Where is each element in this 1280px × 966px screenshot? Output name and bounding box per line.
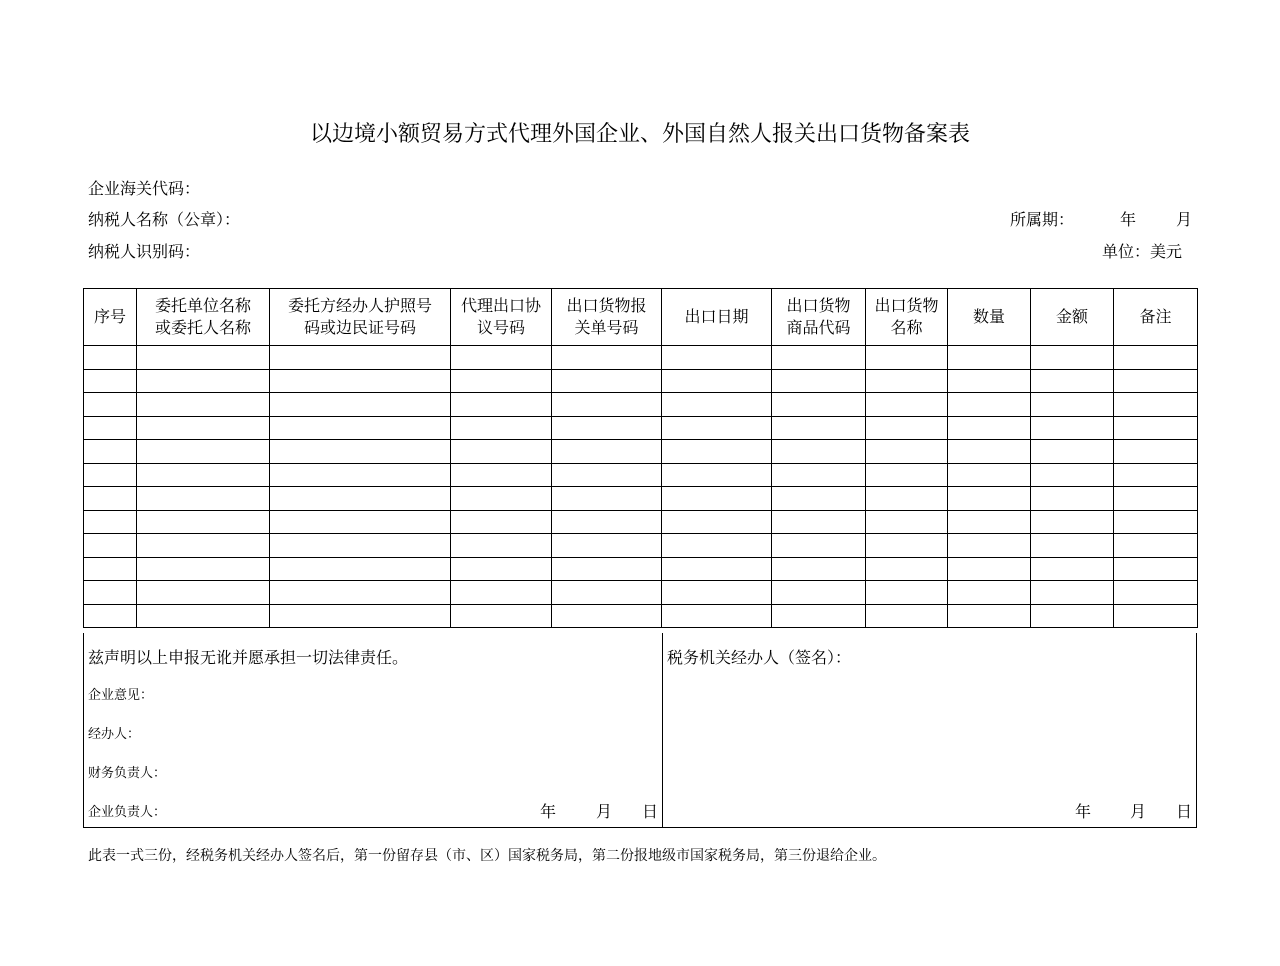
enterprise-opinion-label: 企业意见： <box>88 688 154 703</box>
footer-note: 此表一式三份，经税务机关经办人签名后，第一份留存县（市、区）国家税务局，第二份报地级市国家税务局，第三份退给企业。 <box>88 848 886 864</box>
table-cell[interactable] <box>866 369 948 393</box>
table-cell[interactable] <box>137 346 270 370</box>
table-cell[interactable] <box>948 346 1031 370</box>
taxpayer-id-label: 纳税人识别码： <box>88 242 201 261</box>
table-row <box>84 581 1198 605</box>
table-cell[interactable] <box>1114 510 1198 534</box>
table-row <box>84 604 1198 628</box>
table-cell[interactable] <box>948 416 1031 440</box>
table-cell[interactable] <box>1114 581 1198 605</box>
table-cell[interactable] <box>772 510 866 534</box>
table-cell[interactable] <box>662 463 772 487</box>
table-cell[interactable] <box>1114 463 1198 487</box>
table-cell[interactable] <box>270 416 451 440</box>
table-cell[interactable] <box>662 393 772 417</box>
col-header-export-date: 出口日期 <box>662 289 772 346</box>
table-cell[interactable] <box>552 557 662 581</box>
table-cell[interactable] <box>84 416 137 440</box>
col-header-quantity: 数量 <box>948 289 1031 346</box>
table-row <box>84 369 1198 393</box>
table-cell[interactable] <box>866 581 948 605</box>
table-cell[interactable] <box>451 604 552 628</box>
table-cell[interactable] <box>84 487 137 511</box>
table-cell[interactable] <box>552 581 662 605</box>
tax-office-year: 年 <box>1075 802 1092 821</box>
table-row <box>84 510 1198 534</box>
table-cell[interactable] <box>451 581 552 605</box>
col-header-amount: 金额 <box>1031 289 1114 346</box>
table-cell[interactable] <box>948 604 1031 628</box>
filing-table <box>83 288 1198 628</box>
table-cell[interactable] <box>137 534 270 558</box>
table-cell[interactable] <box>948 463 1031 487</box>
table-cell[interactable] <box>1114 604 1198 628</box>
table-cell[interactable] <box>662 346 772 370</box>
table-cell[interactable] <box>662 557 772 581</box>
tax-office-handler-label: 税务机关经办人（签名）： <box>667 648 852 667</box>
table-cell[interactable] <box>451 346 552 370</box>
table-cell[interactable] <box>772 534 866 558</box>
table-cell[interactable] <box>84 440 137 464</box>
table-cell[interactable] <box>1114 534 1198 558</box>
table-cell[interactable] <box>866 416 948 440</box>
table-cell[interactable] <box>137 393 270 417</box>
table-cell[interactable] <box>451 557 552 581</box>
period-year: 年 <box>1120 210 1137 229</box>
table-cell[interactable] <box>270 346 451 370</box>
tax-office-day: 日 <box>1176 802 1193 821</box>
table-cell[interactable] <box>552 510 662 534</box>
table-cell[interactable] <box>948 510 1031 534</box>
table-cell[interactable] <box>948 393 1031 417</box>
table-cell[interactable] <box>866 346 948 370</box>
table-cell[interactable] <box>1114 369 1198 393</box>
table-cell[interactable] <box>451 510 552 534</box>
table-cell[interactable] <box>1031 581 1114 605</box>
table-cell[interactable] <box>270 510 451 534</box>
col-header-goods-name: 出口货物 名称 <box>866 289 948 346</box>
table-cell[interactable] <box>84 557 137 581</box>
table-cell[interactable] <box>1031 534 1114 558</box>
table-cell[interactable] <box>772 393 866 417</box>
table-row <box>84 534 1198 558</box>
table-cell[interactable] <box>866 463 948 487</box>
table-cell[interactable] <box>1114 487 1198 511</box>
table-cell[interactable] <box>137 581 270 605</box>
col-header-passport: 委托方经办人护照号 码或边民证号码 <box>270 289 451 346</box>
table-cell[interactable] <box>552 604 662 628</box>
table-cell[interactable] <box>270 557 451 581</box>
table-cell[interactable] <box>270 581 451 605</box>
table-cell[interactable] <box>137 416 270 440</box>
table-cell[interactable] <box>1031 463 1114 487</box>
signature-section <box>83 633 1197 828</box>
table-cell[interactable] <box>270 369 451 393</box>
table-cell[interactable] <box>866 487 948 511</box>
table-cell[interactable] <box>1031 416 1114 440</box>
table-cell[interactable] <box>866 510 948 534</box>
table-cell[interactable] <box>772 346 866 370</box>
table-cell[interactable] <box>1114 416 1198 440</box>
table-cell[interactable] <box>772 463 866 487</box>
table-cell[interactable] <box>84 463 137 487</box>
declaration-statement: 兹声明以上申报无讹并愿承担一切法律责任。 <box>88 648 409 667</box>
table-cell[interactable] <box>451 463 552 487</box>
table-cell[interactable] <box>1031 369 1114 393</box>
table-cell[interactable] <box>137 369 270 393</box>
table-cell[interactable] <box>662 487 772 511</box>
table-cell[interactable] <box>1031 487 1114 511</box>
table-cell[interactable] <box>662 510 772 534</box>
table-cell[interactable] <box>270 440 451 464</box>
table-cell[interactable] <box>552 393 662 417</box>
table-cell[interactable] <box>866 440 948 464</box>
table-row <box>84 463 1198 487</box>
table-cell[interactable] <box>552 369 662 393</box>
period-month: 月 <box>1176 210 1193 229</box>
table-cell[interactable] <box>552 534 662 558</box>
table-cell[interactable] <box>137 487 270 511</box>
table-cell[interactable] <box>137 557 270 581</box>
finance-head-label: 财务负责人： <box>88 766 167 781</box>
table-cell[interactable] <box>1114 440 1198 464</box>
table-cell[interactable] <box>1031 440 1114 464</box>
table-cell[interactable] <box>772 416 866 440</box>
table-cell[interactable] <box>137 463 270 487</box>
table-cell[interactable] <box>662 369 772 393</box>
table-cell[interactable] <box>1031 510 1114 534</box>
enterprise-head-label: 企业负责人： <box>88 805 167 820</box>
taxpayer-name-label: 纳税人名称（公章）： <box>88 210 241 229</box>
table-cell[interactable] <box>137 440 270 464</box>
declaration-month: 月 <box>596 802 613 821</box>
table-cell[interactable] <box>662 604 772 628</box>
table-row <box>84 440 1198 464</box>
table-cell[interactable] <box>948 440 1031 464</box>
table-cell[interactable] <box>270 463 451 487</box>
table-cell[interactable] <box>451 487 552 511</box>
table-cell[interactable] <box>84 510 137 534</box>
table-cell[interactable] <box>662 440 772 464</box>
table-cell[interactable] <box>270 604 451 628</box>
table-cell[interactable] <box>948 487 1031 511</box>
table-cell[interactable] <box>137 510 270 534</box>
tax-office-month: 月 <box>1130 802 1147 821</box>
table-cell[interactable] <box>84 393 137 417</box>
table-cell[interactable] <box>451 369 552 393</box>
table-cell[interactable] <box>948 369 1031 393</box>
table-cell[interactable] <box>552 346 662 370</box>
table-cell[interactable] <box>948 581 1031 605</box>
unit-label: 单位：美元 <box>1102 242 1183 261</box>
col-header-declaration-no: 出口货物报 关单号码 <box>552 289 662 346</box>
table-cell[interactable] <box>451 416 552 440</box>
table-cell[interactable] <box>270 393 451 417</box>
table-row <box>84 393 1198 417</box>
table-cell[interactable] <box>772 557 866 581</box>
table-cell[interactable] <box>552 440 662 464</box>
table-cell[interactable] <box>137 604 270 628</box>
table-cell[interactable] <box>772 487 866 511</box>
table-cell[interactable] <box>451 440 552 464</box>
table-cell[interactable] <box>451 393 552 417</box>
table-cell[interactable] <box>451 534 552 558</box>
table-cell[interactable] <box>662 534 772 558</box>
table-cell[interactable] <box>1031 557 1114 581</box>
table-cell[interactable] <box>270 534 451 558</box>
table-cell[interactable] <box>84 346 137 370</box>
form-title: 以边境小额贸易方式代理外国企业、外国自然人报关出口货物备案表 <box>309 122 970 147</box>
table-row <box>84 346 1198 370</box>
declaration-day: 日 <box>642 802 659 821</box>
table-cell[interactable] <box>866 534 948 558</box>
table-cell[interactable] <box>1114 346 1198 370</box>
table-row <box>84 557 1198 581</box>
table-cell[interactable] <box>84 369 137 393</box>
table-header-row <box>84 289 1198 346</box>
declaration-year: 年 <box>540 802 557 821</box>
table-cell[interactable] <box>552 487 662 511</box>
handler-label: 经办人： <box>88 727 141 742</box>
col-header-goods-code: 出口货物 商品代码 <box>772 289 866 346</box>
table-row <box>84 487 1198 511</box>
table-cell[interactable] <box>552 416 662 440</box>
table-row <box>84 416 1198 440</box>
table-cell[interactable] <box>552 463 662 487</box>
period-label: 所属期： <box>1010 210 1075 229</box>
table-cell[interactable] <box>772 581 866 605</box>
table-cell[interactable] <box>1031 604 1114 628</box>
table-cell[interactable] <box>662 416 772 440</box>
table-cell[interactable] <box>1114 557 1198 581</box>
col-header-remarks: 备注 <box>1114 289 1198 346</box>
table-cell[interactable] <box>662 581 772 605</box>
table-cell[interactable] <box>84 604 137 628</box>
customs-code-label: 企业海关代码： <box>88 179 201 198</box>
col-header-client-name: 委托单位名称 或委托人名称 <box>137 289 270 346</box>
col-header-agreement-no: 代理出口协 议号码 <box>451 289 552 346</box>
table-cell[interactable] <box>270 487 451 511</box>
table-cell[interactable] <box>772 440 866 464</box>
table-cell[interactable] <box>866 393 948 417</box>
table-cell[interactable] <box>1114 393 1198 417</box>
table-cell[interactable] <box>866 604 948 628</box>
table-cell[interactable] <box>84 581 137 605</box>
table-cell[interactable] <box>1031 346 1114 370</box>
table-cell[interactable] <box>1031 393 1114 417</box>
table-cell[interactable] <box>948 534 1031 558</box>
table-cell[interactable] <box>84 534 137 558</box>
col-header-seq: 序号 <box>84 289 137 346</box>
table-cell[interactable] <box>772 369 866 393</box>
table-cell[interactable] <box>772 604 866 628</box>
section-divider <box>662 633 663 827</box>
table-cell[interactable] <box>948 557 1031 581</box>
table-cell[interactable] <box>866 557 948 581</box>
